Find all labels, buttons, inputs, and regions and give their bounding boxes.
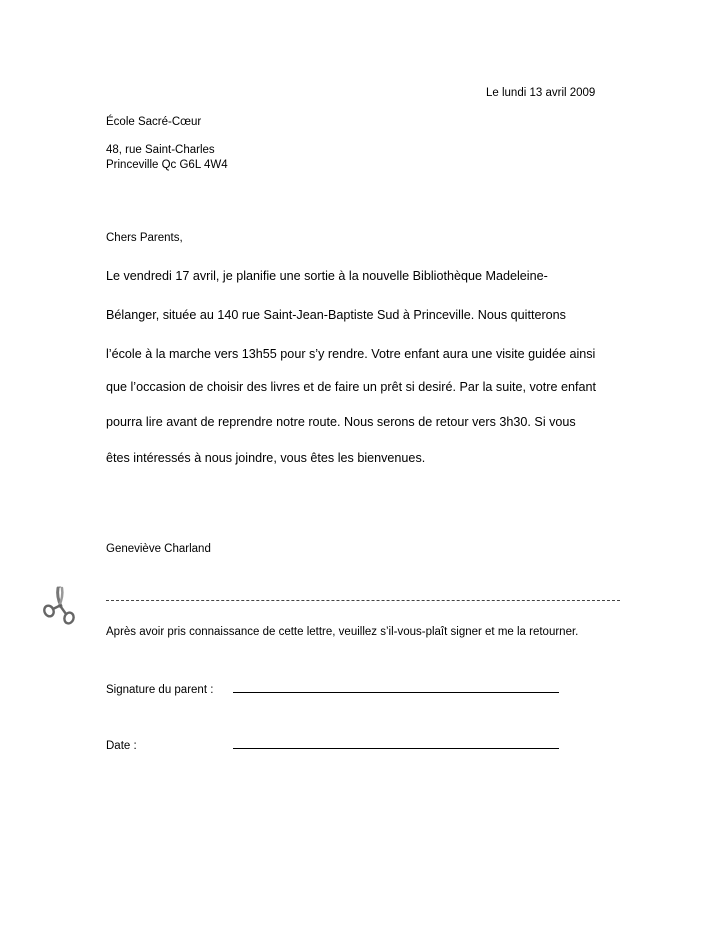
paragraph-line: Bélanger, située au 140 rue Saint-Jean-Baptiste Sud à Princeville. Nous quitterons — [106, 308, 566, 322]
paragraph-line: pourra lire avant de reprendre notre route. Nous serons de retour vers 3h30. Si vous — [106, 415, 576, 429]
cut-line-divider — [106, 600, 620, 601]
tear-off-instruction: Après avoir pris connaissance de cette lettre, veuillez s’il-vous-plaît signer et me la retourner. — [106, 626, 579, 638]
paragraph-line: Le vendredi 17 avril, je planifie une sortie à la nouvelle Bibliothèque Madeleine- — [106, 269, 548, 283]
salutation: Chers Parents, — [106, 232, 183, 244]
signature-label: Signature du parent : — [106, 684, 214, 696]
letter-date: Le lundi 13 avril 2009 — [486, 87, 596, 99]
address-line-city: Princeville Qc G6L 4W4 — [106, 159, 228, 171]
date-field-line[interactable] — [233, 748, 559, 749]
school-name: École Sacré-Cœur — [106, 116, 202, 128]
scissors-icon — [43, 584, 77, 628]
date-field-label: Date : — [106, 740, 137, 752]
paragraph-line: l’école à la marche vers 13h55 pour s’y rendre. Votre enfant aura une visite guidée ainsi — [106, 347, 596, 361]
address-line-street: 48, rue Saint-Charles — [106, 144, 215, 156]
paragraph-line: êtes intéressés à nous joindre, vous êtes les bienvenues. — [106, 451, 426, 465]
signer-name: Geneviève Charland — [106, 543, 211, 555]
signature-field-line[interactable] — [233, 692, 559, 693]
paragraph-line: que l’occasion de choisir des livres et de faire un prêt si desiré. Par la suite, votre enfant — [106, 380, 597, 394]
